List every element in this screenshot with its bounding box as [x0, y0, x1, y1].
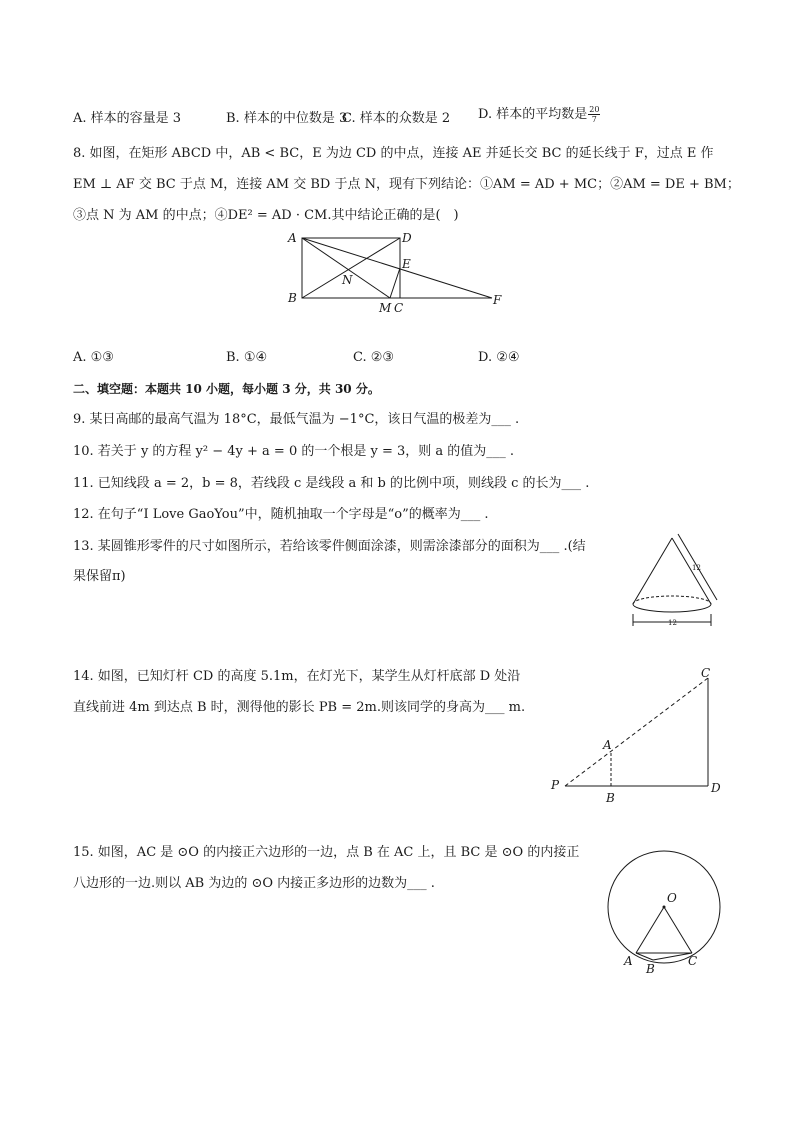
q7-option-d — [478, 105, 600, 124]
fraction-numerator: 20 — [589, 105, 600, 114]
point-a-label: A — [603, 738, 612, 752]
segment-em — [390, 268, 400, 298]
point-c-label: C — [688, 954, 698, 968]
segment-af — [302, 238, 492, 298]
point-d-label: D — [711, 781, 721, 795]
diagonal-bd — [302, 238, 400, 298]
diameter-label: 12 — [668, 619, 677, 627]
radius-oa — [636, 907, 664, 953]
section-heading: 二、填空题：本题共 10 小题，每小题 3 分，共 30 分。 — [73, 382, 380, 396]
point-f-label: F — [493, 293, 502, 307]
q7-option-b: B. 样本的中位数是 3 — [226, 111, 348, 126]
point-m-label: M — [379, 301, 392, 315]
point-b-label: B — [288, 291, 297, 305]
point-p-label: P — [551, 778, 560, 792]
slant-length-label: 12 — [692, 564, 701, 572]
center-point — [663, 906, 666, 909]
q14-line-1: 14. 如图，已知灯杆 CD 的高度 5.1m，在灯光下，某学生从灯杆底部 D 处沿 — [73, 669, 521, 684]
circle-figure — [600, 845, 730, 980]
q13-line-2: 果保留π) — [73, 569, 126, 584]
segment-am — [302, 238, 390, 298]
q8-line-2: EM ⊥ AF 交 BC 于点 M，连接 AM 交 BD 于点 N，现有下列结论：①AM = AD + MC；②AM = DE + BM； — [73, 177, 740, 192]
q8-option-d: D. ②④ — [478, 350, 520, 365]
radius-oc — [664, 907, 692, 953]
q14-line-2: 直线前进 4m 到达点 B 时，测得他的影长 PB = 2m.则该同学的身高为___ m. — [73, 700, 526, 715]
q15-line-1: 15. 如图，AC 是 ⊙O 的内接正六边形的一边，点 B 在 AC 上，且 BC 是 ⊙O 的内接正 — [73, 845, 580, 860]
q7-option-c: C. 样本的众数是 2 — [342, 111, 451, 126]
q15-line-2: 八边形的一边.则以 AB 为边的 ⊙O 内接正多边形的边数为___ . — [73, 876, 435, 891]
lamp-post-figure — [545, 662, 735, 807]
q7-option-d-text: D. 样本的平均数是 — [478, 107, 588, 122]
point-b-label: B — [606, 791, 615, 805]
q8-option-c: C. ②③ — [353, 350, 395, 365]
point-b-label: B — [646, 962, 655, 976]
point-a-label: A — [288, 231, 297, 245]
cone-base-back — [633, 596, 711, 604]
point-c-label: C — [394, 301, 404, 315]
point-o-label: O — [667, 891, 677, 905]
q8-line-3: ③点 N 为 AM 的中点；④DE² = AD · CM.其中结论正确的是( ) — [73, 208, 459, 223]
q9-text: 9. 某日高邮的最高气温为 18°C，最低气温为 −1°C，该日气温的极差为___ . — [73, 412, 520, 427]
q11-text: 11. 已知线段 a = 2，b = 8，若线段 c 是线段 a 和 b 的比例中项，则线段 c 的长为___ . — [73, 476, 590, 491]
cone-base-front — [633, 604, 711, 612]
light-ray — [565, 678, 708, 786]
q10-text: 10. 若关于 y 的方程 y² − 4y + a = 0 的一个根是 y = 3，则 a 的值为___ . — [73, 444, 515, 459]
point-e-label: E — [402, 257, 411, 271]
q8-option-b: B. ①④ — [226, 350, 268, 365]
q8-line-1: 8. 如图，在矩形 ABCD 中，AB < BC，E 为边 CD 的中点，连接 AE 并延长交 BC 的延长线于 F，过点 E 作 — [73, 146, 714, 161]
point-d-label: D — [402, 231, 412, 245]
q8-rectangle-figure — [280, 228, 520, 323]
cone-figure — [625, 530, 725, 630]
q7-option-a: A. 样本的容量是 3 — [73, 111, 182, 126]
cone-left-edge — [633, 538, 672, 604]
point-a-label: A — [624, 954, 633, 968]
q8-option-a: A. ①③ — [73, 350, 114, 365]
point-n-label: N — [342, 273, 353, 287]
q7-option-d-fraction — [588, 105, 600, 124]
q13-line-1: 13. 某圆锥形零件的尺寸如图所示，若给该零件侧面涂漆，则需涂漆部分的面积为___ .(结 — [73, 539, 586, 554]
q12-text: 12. 在句子“I Love GaoYou”中，随机抽取一个字母是“o”的概率为___ . — [73, 507, 489, 522]
fraction-denominator: 7 — [591, 115, 597, 124]
point-c-label: C — [701, 666, 711, 680]
